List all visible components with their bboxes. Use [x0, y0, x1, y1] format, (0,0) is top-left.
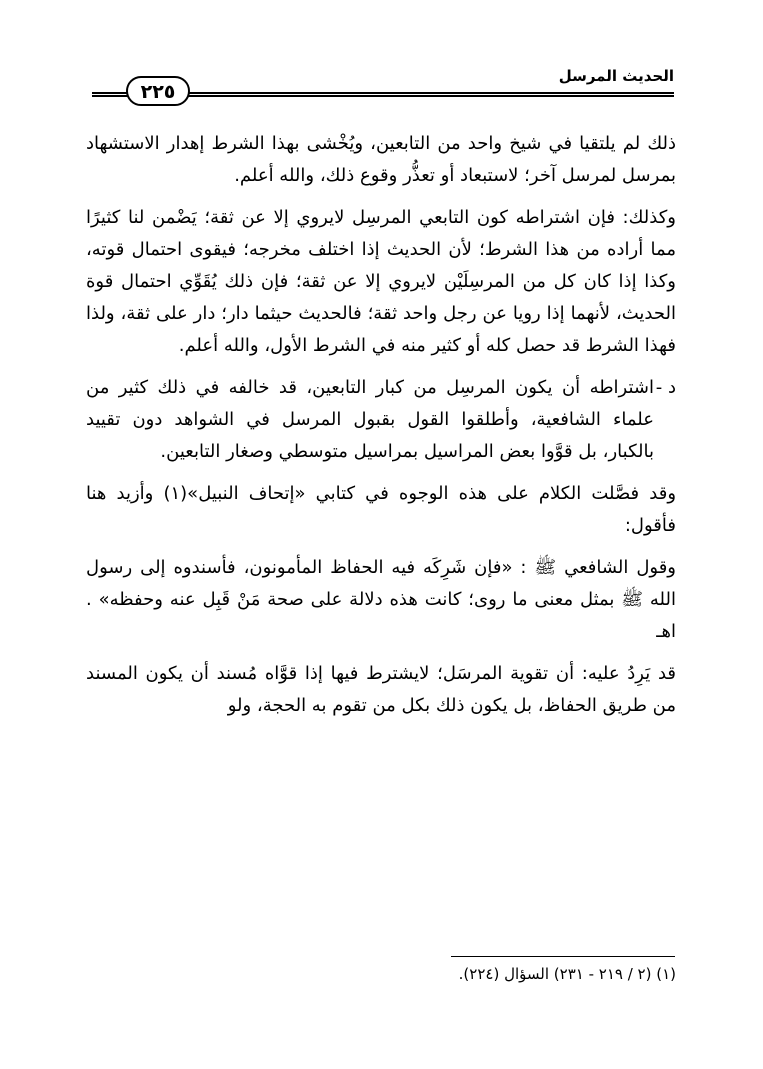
page-number: ٢٢٥	[126, 76, 190, 106]
list-item-text: اشتراطه أن يكون المرسِل من كبار التابعين، قد خالفه في ذلك كثير من علماء الشافعية، وأطلقوا القول بقبول المرسل في الشواهد دون تقييد بالكبار، بل قوَّوا بعض المراسيل بمراسيل متوسطي وصغار التابعين.	[86, 377, 654, 462]
paragraph: ذلك لم يلتقيا في شيخ واحد من التابعين، ويُخْشى بهذا الشرط إهدار الاستشهاد بمرسل لمرسل آخر؛ لاستبعاد أو تعذُّر وقوع ذلك، والله أعلم.	[86, 133, 676, 186]
page-header	[92, 67, 674, 110]
paragraph: قد يَرِدُ عليه: أن تقوية المرسَل؛ لايشترط فيها إذا قوَّاه مُسند أن يكون المسند من طريق الحفاظ، بل يكون ذلك بكل من تقوم به الحجة، ولو	[86, 663, 676, 716]
paragraph: وقول الشافعي ﷺ : «فإن شَرِكَه فيه الحفاظ المأمونون، فأسندوه إلى رسول الله ﷺ بمثل معنى ما روى؛ كانت هذه دلالة على صحة مَنْ قَبِل عنه وحفظه» . اهـ	[86, 557, 676, 642]
paragraph: وقد فصَّلت الكلام على هذه الوجوه في كتابي «إتحاف النبيل»(١) وأزيد هنا فأقول:	[86, 483, 677, 536]
page-body	[86, 128, 676, 732]
paragraph: وكذلك: فإن اشتراطه كون التابعي المرسِل لايروي إلا عن ثقة؛ يَضْمن لنا كثيرًا مما أراده من هذا الشرط؛ لأن الحديث إذا اختلف مخرجه؛ فيقوى احتمال قوته، وكذا إذا كان كل من المرسِلَيْن لايروي إلا عن ثقة؛ فإن ذلك يُقَوِّي احتمال قوة الحديث، لأنهما إذا رويا عن رجل واحد ثقة؛ فالحديث حيثما دار؛ دار على ثقة، ولذا فهذا الشرط قد حصل كله أو كثير منه في الشرط الأول، والله أعلم.	[86, 207, 676, 356]
running-title: الحديث المرسل	[551, 67, 674, 91]
list-item-marker: د -	[655, 377, 676, 398]
list-item	[86, 372, 676, 468]
footnote: (١) (٢ / ٢١٩ - ٢٣١) السؤال (٢٢٤).	[458, 965, 676, 983]
footnote-rule	[451, 956, 675, 957]
